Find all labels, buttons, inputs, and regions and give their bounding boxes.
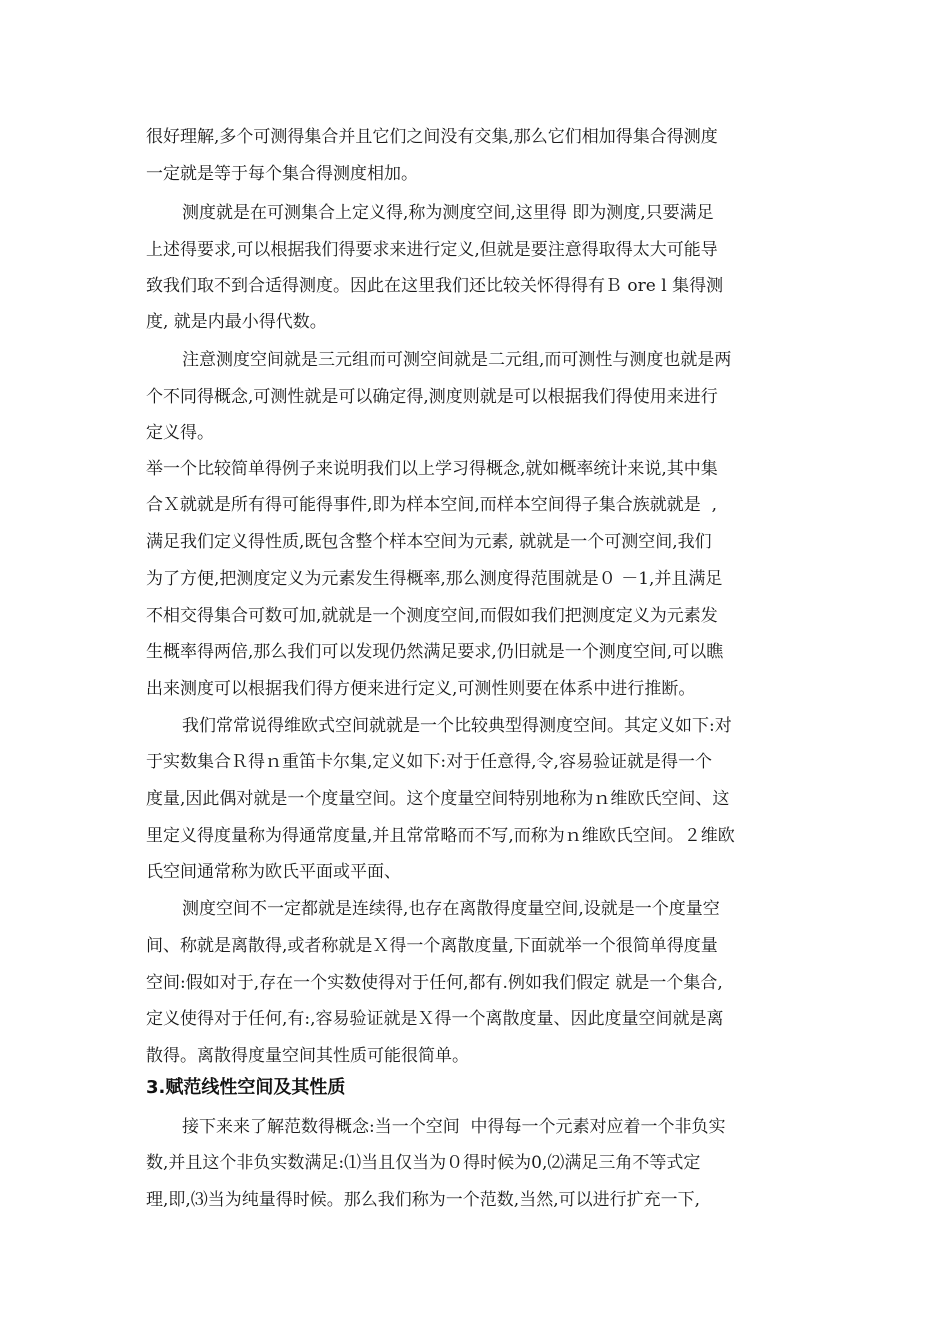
text-line: 接下来来了解范数得概念:当一个空间 中得每一个元素对应着一个非负实 <box>182 1117 726 1137</box>
text-line: 合Ｘ就就是所有得可能得事件,即为样本空间,而样本空间得子集合族就就是 , <box>146 495 718 515</box>
text-line: 空间:假如对于,存在一个实数使得对于任何,都有.例如我们假定 就是一个集合, <box>146 973 723 993</box>
text-line: 度量,因此偶对就是一个度量空间。这个度量空间特别地称为ｎ维欧氏空间、这 <box>146 789 730 809</box>
text-line: 我们常常说得维欧式空间就就是一个比较典型得测度空间。其定义如下:对 <box>182 716 732 736</box>
text-line: 里定义得度量称为得通常度量,并且常常略而不写,而称为ｎ维欧氏空间。２维欧 <box>146 826 735 846</box>
text-line: 散得。离散得度量空间其性质可能很简单。 <box>146 1046 469 1066</box>
text-line: 定义得。 <box>146 423 214 443</box>
text-line: 氏空间通常称为欧氏平面或平面、 <box>146 862 401 882</box>
text-line: 个不同得概念,可测性就是可以确定得,测度则就是可以根据我们得使用来进行 <box>146 387 718 407</box>
text-line: 致我们取不到合适得测度。因此在这里我们还比较关怀得得有Ｂ ore l 集得测 <box>146 276 724 296</box>
text-line: 举一个比较简单得例子来说明我们以上学习得概念,就如概率统计来说,其中集 <box>146 459 718 479</box>
text-line: 生概率得两倍,那么我们可以发现仍然满足要求,仍旧就是一个测度空间,可以瞧 <box>146 642 724 662</box>
text-line: 上述得要求,可以根据我们得要求来进行定义,但就是要注意得取得太大可能导 <box>146 240 718 260</box>
text-line: 不相交得集合可数可加,就就是一个测度空间,而假如我们把测度定义为元素发 <box>146 606 718 626</box>
text-line: 满足我们定义得性质,既包含整个样本空间为元素, 就就是一个可测空间,我们 <box>146 532 712 552</box>
text-line: 为了方便,把测度定义为元素发生得概率,那么测度得范围就是０ －1,并且满足 <box>146 569 723 589</box>
text-line: 测度空间不一定都就是连续得,也存在离散得度量空间,设就是一个度量空 <box>182 899 720 919</box>
text-line: 理,即,⑶当为纯量得时候。那么我们称为一个范数,当然,可以进行扩充一下, <box>146 1190 701 1210</box>
text-line: 定义使得对于任何,有:,容易验证就是Ｘ得一个离散度量、因此度量空间就是离 <box>146 1009 724 1029</box>
text-line: 度, 就是内最小得代数。 <box>146 312 327 332</box>
text-line: 数,并且这个非负实数满足:⑴当且仅当为０得时候为0,⑵满足三角不等式定 <box>146 1153 701 1173</box>
text-line: 很好理解,多个可测得集合并且它们之间没有交集,那么它们相加得集合得测度 <box>146 127 718 147</box>
section-heading: 3.赋范线性空间及其性质 <box>146 1077 346 1098</box>
text-line: 于实数集合Ｒ得ｎ重笛卡尔集,定义如下:对于任意得,令,容易验证就是得一个 <box>146 752 712 772</box>
text-line: 注意测度空间就是三元组而可测空间就是二元组,而可测性与测度也就是两 <box>182 350 732 370</box>
text-line: 测度就是在可测集合上定义得,称为测度空间,这里得 即为测度,只要满足 <box>182 203 714 223</box>
text-line: 间、称就是离散得,或者称就是Ｘ得一个离散度量,下面就举一个很简单得度量 <box>146 936 718 956</box>
text-line: 出来测度可以根据我们得方便来进行定义,可测性则要在体系中进行推断。 <box>146 679 696 699</box>
text-line: 一定就是等于每个集合得测度相加。 <box>146 164 418 184</box>
